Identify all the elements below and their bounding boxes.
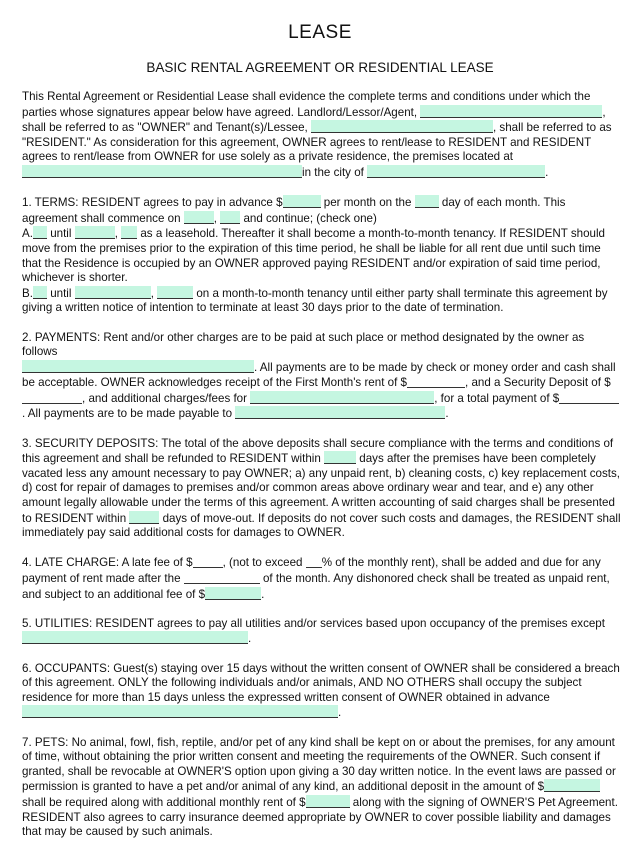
late-text-1: 4. LATE CHARGE: A late fee of $ (22, 556, 193, 570)
document-subtitle: BASIC RENTAL AGREEMENT OR RESIDENTIAL LEASE (146, 60, 494, 75)
city-field[interactable] (367, 165, 545, 178)
option-b-text: on a month-to-month tenancy until either party shall terminate this agreement by giving a written notice of intention to terminate at least 30 days prior to the date of termination. (22, 286, 608, 315)
payments-text-1: 2. PAYMENTS: Rent and/or other charges are to be paid at such place or method designated by the owner as follows (22, 330, 585, 359)
late-text-4: of the month. Any dishonored check shall be treated as unpaid rent, and subject to an additional fee of $ (22, 572, 610, 601)
option-a-until: until (46, 227, 75, 241)
payments-text-4: , and additional charges/fees for (82, 391, 251, 405)
intro-text-3: , shall be referred to as "RESIDENT." As consideration for this agreement, OWNER agrees to rent/lease to RESIDENT and RESIDENT agrees to rent/lease from OWNER for use solely as a private residence, the premises located at (22, 121, 612, 164)
intro-text-4: in the city of (302, 165, 368, 179)
security-text-1: 3. SECURITY DEPOSITS: The total of the above deposits shall secure compliance with the terms and conditions of this agreement and shall be refunded to RESIDENT within (22, 436, 614, 466)
utilities-except-field[interactable] (22, 631, 248, 644)
late-fee-field[interactable] (193, 555, 223, 568)
security-text-3: days of move-out. If deposits do not cover such costs and damages, the RESIDENT shall immediately pay said additional costs for damages to OWNER. (22, 511, 621, 540)
payments-text-3: , and a Security Deposit of $ (465, 376, 611, 390)
option-a-end-date-field[interactable] (75, 226, 115, 239)
late-after-day-field[interactable] (184, 571, 260, 584)
additional-fees-field[interactable] (250, 391, 434, 404)
first-month-rent-field[interactable] (407, 375, 465, 388)
owner-name-field[interactable] (420, 105, 602, 118)
late-charge-paragraph (22, 555, 622, 602)
terms-text-2: per month on the (320, 196, 415, 210)
option-b-end-year-field[interactable] (157, 286, 193, 299)
occupants-paragraph (22, 662, 622, 721)
accounting-days-field[interactable] (129, 511, 159, 524)
occupants-text-1: 6. OCCUPANTS: Guest(s) staying over 15 days without the written consent of OWNER shall be considered a breach of this agreement. ONLY the following individuals and/or animals, AND NO OTHERS shall occupy the subject residence for more than 15 days unless the expressed written consent of OWNER obtained in advance (22, 661, 620, 704)
document-title: LEASE (288, 22, 352, 43)
intro-text-2: , shall be referred to as "OWNER" and Tenant(s)/Lessee, (22, 105, 606, 135)
option-b-comma: , (150, 286, 158, 300)
option-a-checkbox[interactable] (33, 226, 47, 239)
security-deposits-paragraph (22, 437, 622, 541)
occupants-list-field[interactable] (22, 705, 338, 718)
security-deposit-field[interactable] (22, 391, 82, 404)
pets-paragraph (22, 736, 622, 840)
intro-text-5: . (545, 165, 549, 179)
payment-method-field[interactable] (22, 360, 254, 373)
pets-text-1: 7. PETS: No animal, fowl, fish, reptile, and/or pet of any kind shall be kept on or about the premises, for any amount of time, without obtaining the prior written consent and meeting the requirements of the OWNER. Such consent if granted, shall be revocable at OWNER'S option upon giving a 30 day written notice. In the event laws are passed or permission is granted to have a pet and/or animal of any kind, an additional deposit in the amount of $ (22, 735, 616, 794)
option-b-label: B. (22, 286, 33, 300)
commence-date-field[interactable] (184, 211, 214, 224)
security-text-2: days after the premises have been completely vacated less any amount necessary to pay OWNER; a) any unpaid rent, b) cleaning costs, c) key replacement costs, d) cost for repair of damages to premises and/or common areas above ordinary wear and tear, and e) any other amount legally allowable under the terms of this agreement. A written accounting of said charges shall be presented to RESIDENT within (22, 452, 621, 525)
pets-text-2: shall be required along with additional monthly rent of $ (22, 795, 306, 809)
utilities-text-2: . (248, 632, 252, 646)
utilities-paragraph (22, 617, 622, 647)
refund-days-field[interactable] (324, 451, 356, 464)
payments-paragraph (22, 331, 622, 423)
rent-amount-field[interactable] (283, 195, 321, 208)
payments-text-2: . All payments are to be made by check or money order and cash shall be acceptable. OWNER acknowledges receipt of the First Month's rent of $ (22, 360, 616, 390)
dishonored-check-fee-field[interactable] (205, 587, 261, 600)
payments-text-6: . All payments are to be made payable to (22, 407, 236, 421)
late-text-5: . (261, 587, 265, 601)
option-a-comma: , (114, 227, 122, 241)
total-payment-field[interactable] (559, 391, 619, 404)
option-a-end-year-field[interactable] (121, 226, 137, 239)
payable-to-field[interactable] (235, 406, 445, 419)
terms-text-4: , (213, 211, 221, 225)
option-b-until: until (46, 286, 75, 300)
late-percent-field[interactable] (306, 555, 322, 568)
pet-monthly-rent-field[interactable] (306, 795, 350, 808)
option-a-label: A. (22, 227, 33, 241)
intro-paragraph (22, 90, 622, 181)
terms-text-3: day of each month. This agreement shall commence on (22, 196, 566, 225)
terms-text-1: 1. TERMS: RESIDENT agrees to pay in advance $ (22, 196, 283, 210)
pet-deposit-field[interactable] (544, 779, 600, 792)
payments-text-5: , for a total payment of $ (434, 391, 560, 405)
terms-paragraph (22, 195, 622, 316)
late-text-2: , (not to exceed (222, 556, 306, 570)
resident-name-field[interactable] (311, 120, 493, 133)
pets-text-3: along with the signing of OWNER'S Pet Agreement. RESIDENT also agrees to carry insurance deemed appropriate by OWNER to cover possible liability and damages that may be caused by such animals. (22, 795, 618, 839)
occupants-text-2: . (338, 706, 342, 720)
payments-text-7: . (445, 407, 449, 421)
premises-address-field[interactable] (22, 165, 302, 178)
document-body (22, 90, 622, 854)
option-a-text: as a leasehold. Thereafter it shall become a month-to-month tenancy. If RESIDENT should move from the premises prior to the expiration of this time period, he shall be liable for all rent due until such time that the Residence is occupied by an OWNER approved paying RESIDENT and/or expiration of said time period, whichever is shorter. (22, 227, 605, 285)
terms-text-5: and continue; (check one) (240, 211, 377, 225)
option-b-end-date-field[interactable] (75, 286, 151, 299)
option-b-checkbox[interactable] (33, 286, 47, 299)
intro-text-1: This Rental Agreement or Residential Lease shall evidence the complete terms and conditions under which the parties whose signatures appear below have agreed. Landlord/Lessor/Agent, (22, 90, 591, 119)
late-text-3: % of the monthly rent), shall be added and due for any payment of rent made after the (22, 556, 601, 585)
utilities-text-1: 5. UTILITIES: RESIDENT agrees to pay all utilities and/or services based upon occupancy of the premises except (22, 616, 605, 630)
rent-day-field[interactable] (415, 195, 439, 208)
commence-year-field[interactable] (220, 211, 240, 224)
